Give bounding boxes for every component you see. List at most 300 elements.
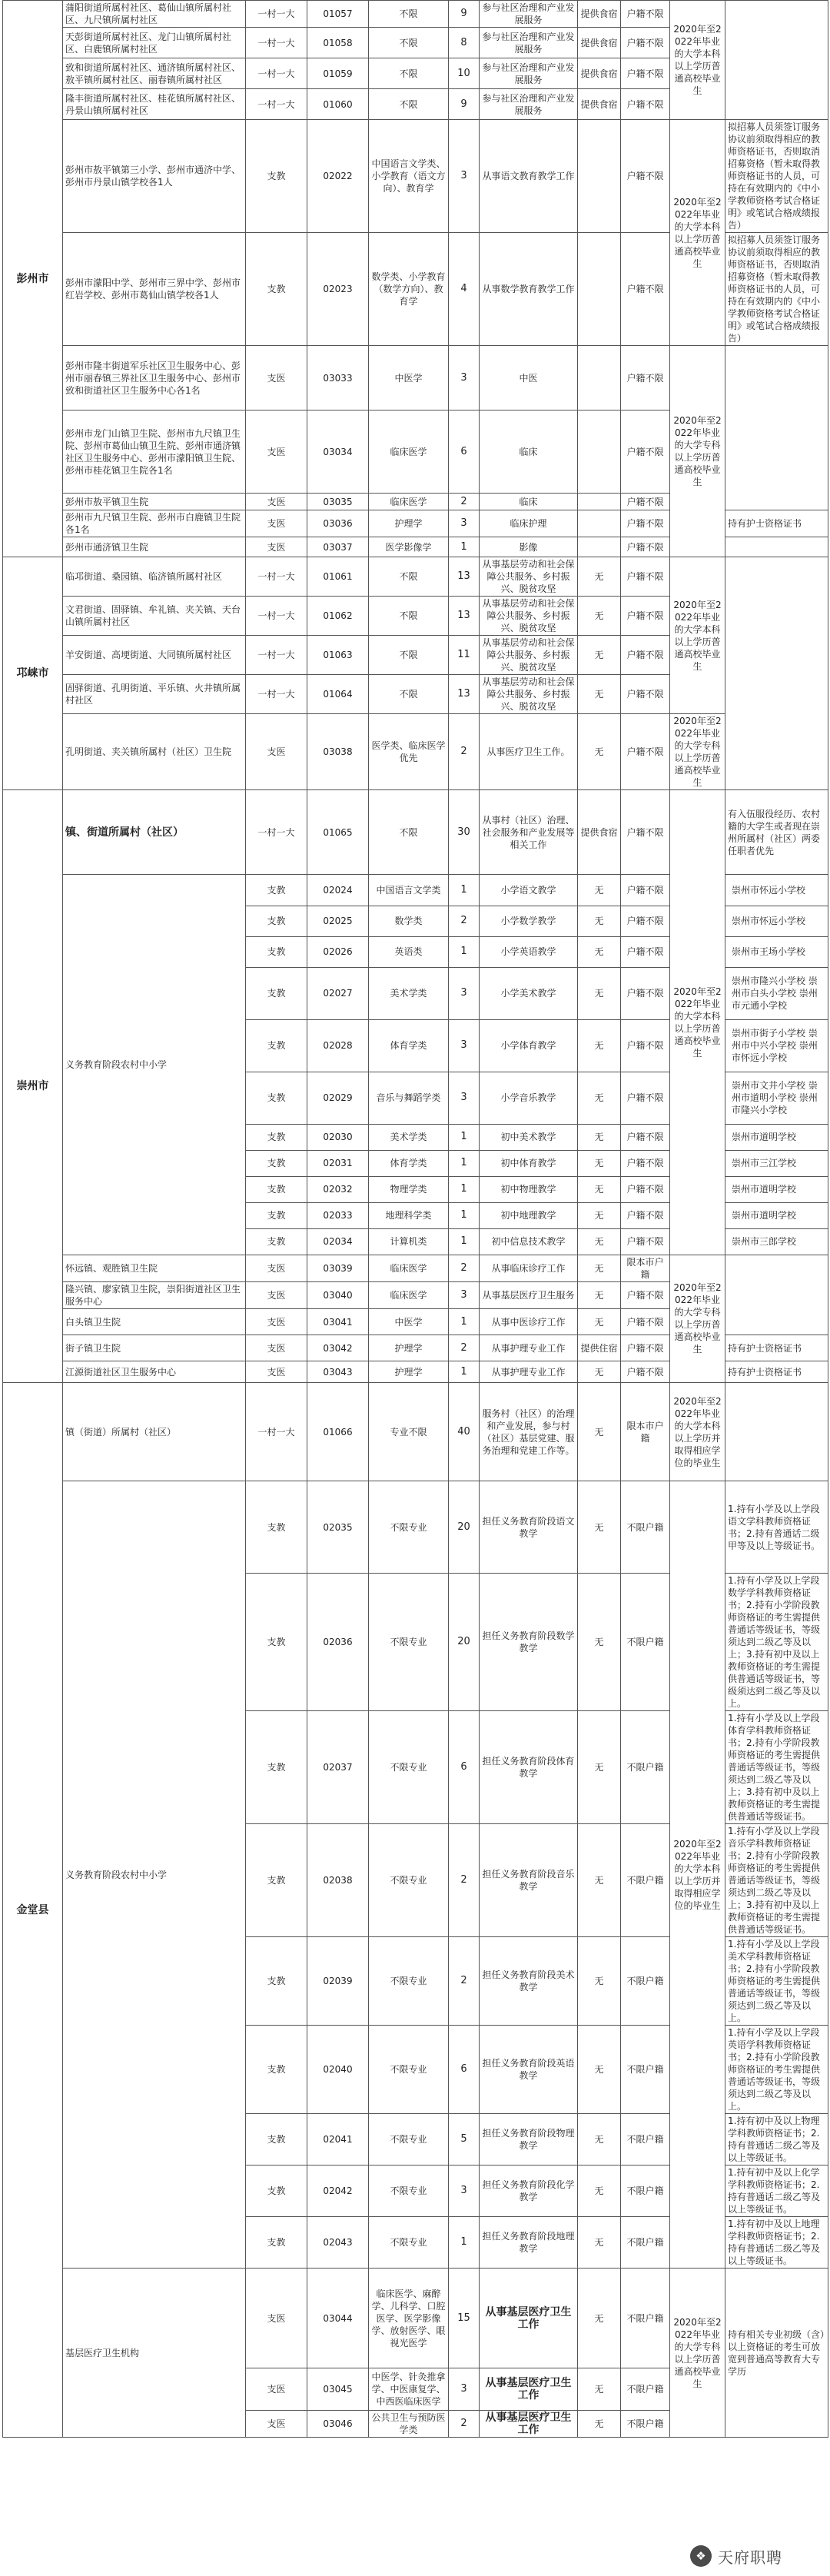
duty-cell: 服务村（社区）的治理和产业发展，参与村（社区）基层党建、服务治理和党建工作等。: [480, 1383, 578, 1481]
category-cell: 支教: [246, 2114, 307, 2166]
major-cell: 音乐与舞蹈学类: [369, 1072, 449, 1124]
major-cell: 计算机类: [369, 1228, 449, 1255]
position-code-cell: 03046: [307, 2411, 369, 2438]
meal-cell: [578, 233, 621, 346]
hukou-cell: 不限户籍: [621, 2026, 670, 2114]
position-code-cell: 02029: [307, 1072, 369, 1124]
other-requirement-cell: [725, 1255, 828, 1335]
category-cell: 支教: [246, 1228, 307, 1255]
other-requirement-cell: 1.持有初中及以上物理学科教师资格证书；2.持有普通话二级乙等及以上等级证书。: [725, 2114, 828, 2166]
meal-cell: 提供食宿: [578, 58, 621, 89]
duty-cell: 小学英语教学: [480, 936, 578, 967]
recruitment-table: [2, 0, 828, 2438]
position-code-cell: 02035: [307, 1481, 369, 1574]
duty-cell: 担任义务教育阶段音乐教学: [480, 1824, 578, 1937]
table-row: [3, 120, 828, 233]
headcount-cell: 3: [449, 2368, 480, 2411]
watermark-text: 天府职聘: [718, 2548, 782, 2567]
meal-cell: 无: [578, 1574, 621, 1711]
meal-cell: [578, 494, 621, 510]
duty-cell: 从事基层劳动和社会保障公共服务、乡村振兴、脱贫攻坚: [480, 597, 578, 636]
unit-cell: 蒲阳街道所属村社区、葛仙山镇所属村社区、九尺镇所属村社区: [63, 1, 246, 28]
unit-cell: 义务教育阶段农村中小学: [63, 1481, 246, 2269]
major-cell: 地理科学类: [369, 1202, 449, 1228]
major-cell: 不限: [369, 89, 449, 120]
position-code-cell: 02039: [307, 1937, 369, 2026]
headcount-cell: 2: [449, 1824, 480, 1937]
hukou-cell: 户籍不限: [621, 410, 670, 494]
category-cell: 一村一大: [246, 58, 307, 89]
category-cell: 支医: [246, 2269, 307, 2368]
duty-cell: 从事临床诊疗工作: [480, 1255, 578, 1282]
other-requirement-cell: 1.持有小学及以上学段数学学科教师资格证书；2.持有小学阶段教师资格证的考生需提供普通话等级证书，等级须达到二级乙等及以上；3.持有初中及以上教师资格证的考生需提供普通话等级证书，等级须达到二级乙等及以上。: [725, 1574, 828, 1711]
table-row: [3, 790, 828, 875]
major-cell: 公共卫生与预防医学类: [369, 2411, 449, 2438]
unit-cell: 孔明街道、夹关镇所属村（社区）卫生院: [63, 714, 246, 790]
position-code-cell: 01066: [307, 1383, 369, 1481]
category-cell: 支医: [246, 1361, 307, 1383]
duty-cell: 临床: [480, 494, 578, 510]
position-code-cell: 02027: [307, 967, 369, 1019]
meal-cell: 无: [578, 1228, 621, 1255]
headcount-cell: 1: [449, 1361, 480, 1383]
position-code-cell: 03039: [307, 1255, 369, 1282]
category-cell: 支教: [246, 1481, 307, 1574]
headcount-cell: 1: [449, 1176, 480, 1202]
hukou-cell: 户籍不限: [621, 790, 670, 875]
category-cell: 支教: [246, 1019, 307, 1072]
education-requirement-cell: 2020年至2022年毕业的大学本科以上学历普通高校毕业生: [670, 790, 725, 1255]
other-requirement-cell: 崇州市道明学校: [725, 1124, 828, 1150]
headcount-cell: 1: [449, 936, 480, 967]
other-requirement-cell: 1.持有初中及以上地理学科教师资格证书；2.持有普通话二级乙等及以上等级证书。: [725, 2217, 828, 2269]
position-code-cell: 02034: [307, 1228, 369, 1255]
headcount-cell: 30: [449, 790, 480, 875]
headcount-cell: 2: [449, 906, 480, 936]
duty-cell: 初中地理教学: [480, 1202, 578, 1228]
meal-cell: 无: [578, 2368, 621, 2411]
unit-cell: 临邛街道、桑园镇、临济镇所属村社区: [63, 557, 246, 597]
meal-cell: [578, 510, 621, 537]
position-code-cell: 01059: [307, 58, 369, 89]
table-row: [3, 1383, 828, 1481]
category-cell: 支教: [246, 1176, 307, 1202]
meal-cell: 无: [578, 1937, 621, 2026]
position-code-cell: 01065: [307, 790, 369, 875]
meal-cell: 无: [578, 1019, 621, 1072]
meal-cell: 无: [578, 714, 621, 790]
duty-cell: 小学语文教学: [480, 875, 578, 906]
hukou-cell: 户籍不限: [621, 906, 670, 936]
headcount-cell: 9: [449, 1, 480, 28]
headcount-cell: 5: [449, 2114, 480, 2166]
meal-cell: 无: [578, 1824, 621, 1937]
major-cell: 临床医学: [369, 1255, 449, 1282]
education-requirement-cell: 2020年至2022年毕业的大学本科以上学历并取得相应学位的毕业生: [670, 1481, 725, 2269]
duty-cell: 担任义务教育阶段化学教学: [480, 2166, 578, 2217]
meal-cell: 无: [578, 2217, 621, 2269]
headcount-cell: 3: [449, 1282, 480, 1309]
table-row: [3, 1, 828, 28]
meal-cell: 无: [578, 1150, 621, 1176]
duty-cell: 小学音乐教学: [480, 1072, 578, 1124]
meal-cell: 提供住宿: [578, 1335, 621, 1361]
position-code-cell: 03036: [307, 510, 369, 537]
duty-cell: 担任义务教育阶段体育教学: [480, 1711, 578, 1824]
major-cell: 美术学类: [369, 967, 449, 1019]
position-code-cell: 03043: [307, 1361, 369, 1383]
hukou-cell: 户籍不限: [621, 28, 670, 58]
major-cell: 美术学类: [369, 1124, 449, 1150]
hukou-cell: 户籍不限: [621, 120, 670, 233]
other-requirement-cell: [725, 557, 828, 790]
position-code-cell: 02040: [307, 2026, 369, 2114]
major-cell: 不限: [369, 675, 449, 714]
unit-cell: 白头镇卫生院: [63, 1309, 246, 1335]
headcount-cell: 1: [449, 1309, 480, 1335]
major-cell: 不限: [369, 790, 449, 875]
meal-cell: 无: [578, 1309, 621, 1335]
category-cell: 一村一大: [246, 636, 307, 675]
meal-cell: 无: [578, 557, 621, 597]
other-requirement-cell: [725, 1383, 828, 1481]
major-cell: 医学影像学: [369, 537, 449, 557]
education-requirement-cell: 2020年至2022年毕业的大学本科以上学历普通高校毕业生: [670, 557, 725, 714]
hukou-cell: 户籍不限: [621, 1228, 670, 1255]
position-code-cell: 02042: [307, 2166, 369, 2217]
other-requirement-cell: 崇州市街子小学校 崇州市中兴小学校 崇州市怀远小学校: [725, 1019, 828, 1072]
other-requirement-cell: 持有相关专业初级（含）以上资格证的考生可放宽到普通高等教育大专学历: [725, 2269, 828, 2438]
duty-cell: 从事数学教育教学工作: [480, 233, 578, 346]
position-code-cell: 02037: [307, 1711, 369, 1824]
hukou-cell: 户籍不限: [621, 1282, 670, 1309]
meal-cell: 无: [578, 597, 621, 636]
unit-cell: 街子镇卫生院: [63, 1335, 246, 1361]
major-cell: 不限: [369, 58, 449, 89]
hukou-cell: 户籍不限: [621, 510, 670, 537]
category-cell: 支医: [246, 2411, 307, 2438]
duty-cell: 初中体育教学: [480, 1150, 578, 1176]
category-cell: 支教: [246, 233, 307, 346]
duty-cell: 担任义务教育阶段物理教学: [480, 2114, 578, 2166]
unit-cell: 江源街道社区卫生服务中心: [63, 1361, 246, 1383]
duty-cell: 参与社区治理和产业发展服务: [480, 1, 578, 28]
other-requirement-cell: 1.持有小学及以上学段美术学科教师资格证书；2.持有小学阶段教师资格证的考生需提供普通话等级证书，等级须达到二级乙等及以上。: [725, 1937, 828, 2026]
hukou-cell: 不限户籍: [621, 2368, 670, 2411]
other-requirement-cell: 崇州市文井小学校 崇州市道明小学校 崇州市隆兴小学校: [725, 1072, 828, 1124]
unit-cell: 彭州市通济镇卫生院: [63, 537, 246, 557]
meal-cell: 无: [578, 1282, 621, 1309]
other-requirement-cell: 1.持有小学及以上学段英语学科教师资格证书；2.持有小学阶段教师资格证的考生需提供普通话等级证书，等级须达到二级乙等及以上。: [725, 2026, 828, 2114]
position-code-cell: 02043: [307, 2217, 369, 2269]
other-requirement-cell: 1.持有小学及以上学段音乐学科教师资格证书；2.持有小学阶段教师资格证的考生需提供普通话等级证书，等级须达到二级乙等及以上；3.持有初中及以上教师资格证的考生需提供普通话等级证书。: [725, 1824, 828, 1937]
position-code-cell: 02041: [307, 2114, 369, 2166]
table-row: [3, 714, 828, 790]
chat-bubble-icon: ❖: [690, 2545, 712, 2567]
unit-cell: 彭州市九尺镇卫生院、彭州市白鹿镇卫生院各1名: [63, 510, 246, 537]
position-code-cell: 02038: [307, 1824, 369, 1937]
headcount-cell: 13: [449, 597, 480, 636]
category-cell: 支教: [246, 906, 307, 936]
hukou-cell: 户籍不限: [621, 1176, 670, 1202]
other-requirement-cell: 崇州市三江学校: [725, 1150, 828, 1176]
meal-cell: [578, 537, 621, 557]
major-cell: 数学类、小学教育（数学方向）、教育学: [369, 233, 449, 346]
category-cell: 一村一大: [246, 597, 307, 636]
meal-cell: 无: [578, 2269, 621, 2368]
duty-cell: 小学数学教学: [480, 906, 578, 936]
unit-cell: 镇、街道所属村（社区）: [63, 790, 246, 875]
education-requirement-cell: 2020年至2022年毕业的大学本科以上学历普通高校毕业生: [670, 1, 725, 120]
duty-cell: 参与社区治理和产业发展服务: [480, 89, 578, 120]
meal-cell: 无: [578, 906, 621, 936]
hukou-cell: 户籍不限: [621, 875, 670, 906]
position-code-cell: 03041: [307, 1309, 369, 1335]
major-cell: 护理学: [369, 1335, 449, 1361]
position-code-cell: 03038: [307, 714, 369, 790]
major-cell: 不限: [369, 557, 449, 597]
meal-cell: 无: [578, 936, 621, 967]
unit-cell: 义务教育阶段农村中小学: [63, 875, 246, 1255]
headcount-cell: 3: [449, 1019, 480, 1072]
major-cell: 不限专业: [369, 1481, 449, 1574]
major-cell: 护理学: [369, 510, 449, 537]
hukou-cell: 户籍不限: [621, 1361, 670, 1383]
headcount-cell: 6: [449, 1711, 480, 1824]
duty-cell: 初中信息技术教学: [480, 1228, 578, 1255]
category-cell: 支教: [246, 1711, 307, 1824]
headcount-cell: 6: [449, 410, 480, 494]
headcount-cell: 2: [449, 2411, 480, 2438]
duty-cell: 临床护理: [480, 510, 578, 537]
headcount-cell: 3: [449, 510, 480, 537]
category-cell: 支教: [246, 2166, 307, 2217]
other-requirement-cell: 崇州市怀远小学校: [725, 875, 828, 906]
major-cell: 不限专业: [369, 2166, 449, 2217]
other-requirement-cell: 崇州市道明学校: [725, 1202, 828, 1228]
other-requirement-cell: 持有护士资格证书: [725, 1335, 828, 1361]
duty-cell: 参与社区治理和产业发展服务: [480, 58, 578, 89]
major-cell: 不限专业: [369, 1711, 449, 1824]
category-cell: 一村一大: [246, 1383, 307, 1481]
duty-cell: 初中物理教学: [480, 1176, 578, 1202]
region-name-cell: 彭州市: [3, 1, 63, 557]
position-code-cell: 03037: [307, 537, 369, 557]
hukou-cell: 限本市户籍: [621, 1255, 670, 1282]
major-cell: 体育学类: [369, 1150, 449, 1176]
hukou-cell: 户籍不限: [621, 1202, 670, 1228]
headcount-cell: 9: [449, 89, 480, 120]
category-cell: 支医: [246, 510, 307, 537]
duty-cell: 从事医疗卫生工作。: [480, 714, 578, 790]
meal-cell: 无: [578, 2166, 621, 2217]
meal-cell: 提供食宿: [578, 790, 621, 875]
unit-cell: 彭州市龙门山镇卫生院、彭州市九尺镇卫生院、彭州市葛仙山镇卫生院、彭州市通济镇社区卫生服务中心、彭州市濛阳镇卫生院、彭州市桂花镇卫生院各1名: [63, 410, 246, 494]
hukou-cell: 户籍不限: [621, 1019, 670, 1072]
education-requirement-cell: 2020年至2022年毕业的大学专科以上学历普通高校毕业生: [670, 346, 725, 557]
other-requirement-cell: [725, 346, 828, 510]
hukou-cell: 户籍不限: [621, 1072, 670, 1124]
headcount-cell: 8: [449, 28, 480, 58]
hukou-cell: 不限户籍: [621, 2166, 670, 2217]
category-cell: 支教: [246, 1937, 307, 2026]
duty-cell: 从事基层劳动和社会保障公共服务、乡村振兴、脱贫攻坚: [480, 675, 578, 714]
unit-cell: 彭州市敖平镇第三小学、彭州市通济中学、彭州市丹景山镇学校各1人: [63, 120, 246, 233]
category-cell: 支医: [246, 2368, 307, 2411]
category-cell: 支教: [246, 1824, 307, 1937]
unit-cell: 怀远镇、观胜镇卫生院: [63, 1255, 246, 1282]
duty-cell: 中医: [480, 346, 578, 410]
position-code-cell: 01064: [307, 675, 369, 714]
category-cell: 支教: [246, 1574, 307, 1711]
duty-cell: 从事基层医疗卫生工作: [480, 2368, 578, 2411]
meal-cell: [578, 346, 621, 410]
duty-cell: 参与社区治理和产业发展服务: [480, 28, 578, 58]
position-code-cell: 02026: [307, 936, 369, 967]
major-cell: 不限专业: [369, 2114, 449, 2166]
other-requirement-cell: 有入伍服役经历、农村籍的大学生或者现在崇州所属村（社区）两委任职者优先: [725, 790, 828, 875]
duty-cell: 小学体育教学: [480, 1019, 578, 1072]
position-code-cell: 02028: [307, 1019, 369, 1072]
major-cell: 中医学、针灸推拿学、中医康复学、中西医临床医学: [369, 2368, 449, 2411]
unit-cell: 彭州市濛阳中学、彭州市三界中学、彭州市红岩学校、彭州市葛仙山镇学校各1人: [63, 233, 246, 346]
position-code-cell: 03035: [307, 494, 369, 510]
other-requirement-cell: 持有护士资格证书: [725, 1361, 828, 1383]
position-code-cell: 03040: [307, 1282, 369, 1309]
headcount-cell: 20: [449, 1481, 480, 1574]
hukou-cell: 不限户籍: [621, 2411, 670, 2438]
meal-cell: [578, 120, 621, 233]
hukou-cell: 不限户籍: [621, 2269, 670, 2368]
position-code-cell: 03034: [307, 410, 369, 494]
position-code-cell: 02032: [307, 1176, 369, 1202]
hukou-cell: 限本市户籍: [621, 1383, 670, 1481]
position-code-cell: 03042: [307, 1335, 369, 1361]
headcount-cell: 2: [449, 714, 480, 790]
hukou-cell: 不限户籍: [621, 2114, 670, 2166]
headcount-cell: 15: [449, 2269, 480, 2368]
major-cell: 中医学: [369, 1309, 449, 1335]
hukou-cell: 不限户籍: [621, 1711, 670, 1824]
headcount-cell: 1: [449, 537, 480, 557]
unit-cell: 隆兴镇、廖家镇卫生院，崇阳街道社区卫生服务中心: [63, 1282, 246, 1309]
duty-cell: 从事基层劳动和社会保障公共服务、乡村振兴、脱贫攻坚: [480, 557, 578, 597]
major-cell: 不限专业: [369, 2217, 449, 2269]
major-cell: 物理学类: [369, 1176, 449, 1202]
major-cell: 临床医学、麻醉学、儿科学、口腔医学、医学影像学、放射医学、眼视光医学: [369, 2269, 449, 2368]
hukou-cell: 不限户籍: [621, 1481, 670, 1574]
duty-cell: 临床: [480, 410, 578, 494]
hukou-cell: 户籍不限: [621, 1150, 670, 1176]
category-cell: 支医: [246, 1255, 307, 1282]
category-cell: 一村一大: [246, 557, 307, 597]
category-cell: 一村一大: [246, 89, 307, 120]
hukou-cell: 不限户籍: [621, 1574, 670, 1711]
position-code-cell: 02023: [307, 233, 369, 346]
hukou-cell: 户籍不限: [621, 89, 670, 120]
category-cell: 支教: [246, 1072, 307, 1124]
category-cell: 支医: [246, 410, 307, 494]
headcount-cell: 2: [449, 494, 480, 510]
major-cell: 临床医学: [369, 494, 449, 510]
headcount-cell: 3: [449, 1072, 480, 1124]
other-requirement-cell: 崇州市道明学校: [725, 1176, 828, 1202]
category-cell: 支教: [246, 967, 307, 1019]
headcount-cell: 1: [449, 1202, 480, 1228]
duty-cell: 从事基层医疗卫生工作: [480, 2269, 578, 2368]
table-row: [3, 1255, 828, 1282]
meal-cell: 无: [578, 1481, 621, 1574]
duty-cell: 从事基层医疗卫生服务: [480, 1282, 578, 1309]
other-requirement-cell: 1.持有小学及以上学段语文学科教师资格证书；2.持有普通话二级甲等及以上等级证书。: [725, 1481, 828, 1574]
category-cell: 支医: [246, 346, 307, 410]
category-cell: 支教: [246, 936, 307, 967]
meal-cell: 提供食宿: [578, 28, 621, 58]
other-requirement-cell: 拟招募人员须签订服务协议前须取得相应的教师资格证书，否则取消招募资格（暂未取得教师资格证书的人员，可持在有效期内的《中小学教师资格考试合格证明》或笔试合格成绩报告）: [725, 233, 828, 346]
other-requirement-cell: 拟招募人员须签订服务协议前须取得相应的教师资格证书，否则取消招募资格（暂未取得教师资格证书的人员，可持在有效期内的《中小学教师资格考试合格证明》或笔试合格成绩报告）: [725, 120, 828, 233]
position-code-cell: 03033: [307, 346, 369, 410]
education-requirement-cell: 2020年至2022年毕业的大学专科以上学历普通高校毕业生: [670, 2269, 725, 2438]
hukou-cell: 户籍不限: [621, 1, 670, 28]
duty-cell: 担任义务教育阶段地理教学: [480, 2217, 578, 2269]
hukou-cell: 户籍不限: [621, 557, 670, 597]
headcount-cell: 10: [449, 58, 480, 89]
hukou-cell: 户籍不限: [621, 714, 670, 790]
region-name-cell: 邛崃市: [3, 557, 63, 790]
other-requirement-cell: 1.持有初中及以上化学学科教师资格证书；2.持有普通话二级乙等及以上等级证书。: [725, 2166, 828, 2217]
unit-cell: 天彭街道所属村社区、龙门山镇所属村社区、白鹿镇所属村社区: [63, 28, 246, 58]
region-name-cell: 崇州市: [3, 790, 63, 1383]
unit-cell: 隆丰街道所属村社区、桂花镇所属村社区、丹景山镇所属村社区: [63, 89, 246, 120]
category-cell: 支医: [246, 494, 307, 510]
duty-cell: 小学美术教学: [480, 967, 578, 1019]
category-cell: 支医: [246, 537, 307, 557]
meal-cell: 无: [578, 875, 621, 906]
major-cell: 医学类、临床医学优先: [369, 714, 449, 790]
position-code-cell: 02030: [307, 1124, 369, 1150]
hukou-cell: 户籍不限: [621, 636, 670, 675]
category-cell: 支教: [246, 875, 307, 906]
meal-cell: 无: [578, 1176, 621, 1202]
headcount-cell: 6: [449, 2026, 480, 2114]
table-row: [3, 2269, 828, 2368]
category-cell: 一村一大: [246, 675, 307, 714]
major-cell: 专业不限: [369, 1383, 449, 1481]
unit-cell: 基层医疗卫生机构: [63, 2269, 246, 2438]
major-cell: 不限专业: [369, 1824, 449, 1937]
category-cell: 支医: [246, 1335, 307, 1361]
hukou-cell: 不限户籍: [621, 1824, 670, 1937]
table-row: [3, 1481, 828, 1574]
major-cell: 中国语言文学类、小学教育（语文方向）、教育学: [369, 120, 449, 233]
position-code-cell: 02025: [307, 906, 369, 936]
meal-cell: 无: [578, 1072, 621, 1124]
position-code-cell: 01058: [307, 28, 369, 58]
category-cell: 支教: [246, 1124, 307, 1150]
headcount-cell: 4: [449, 233, 480, 346]
headcount-cell: 3: [449, 967, 480, 1019]
meal-cell: 无: [578, 1711, 621, 1824]
hukou-cell: 户籍不限: [621, 58, 670, 89]
meal-cell: 无: [578, 1255, 621, 1282]
major-cell: 临床医学: [369, 1282, 449, 1309]
category-cell: 支教: [246, 120, 307, 233]
major-cell: 数学类: [369, 906, 449, 936]
category-cell: 支教: [246, 2217, 307, 2269]
unit-cell: 镇（街道）所属村（社区）: [63, 1383, 246, 1481]
major-cell: 不限: [369, 1, 449, 28]
meal-cell: 无: [578, 675, 621, 714]
